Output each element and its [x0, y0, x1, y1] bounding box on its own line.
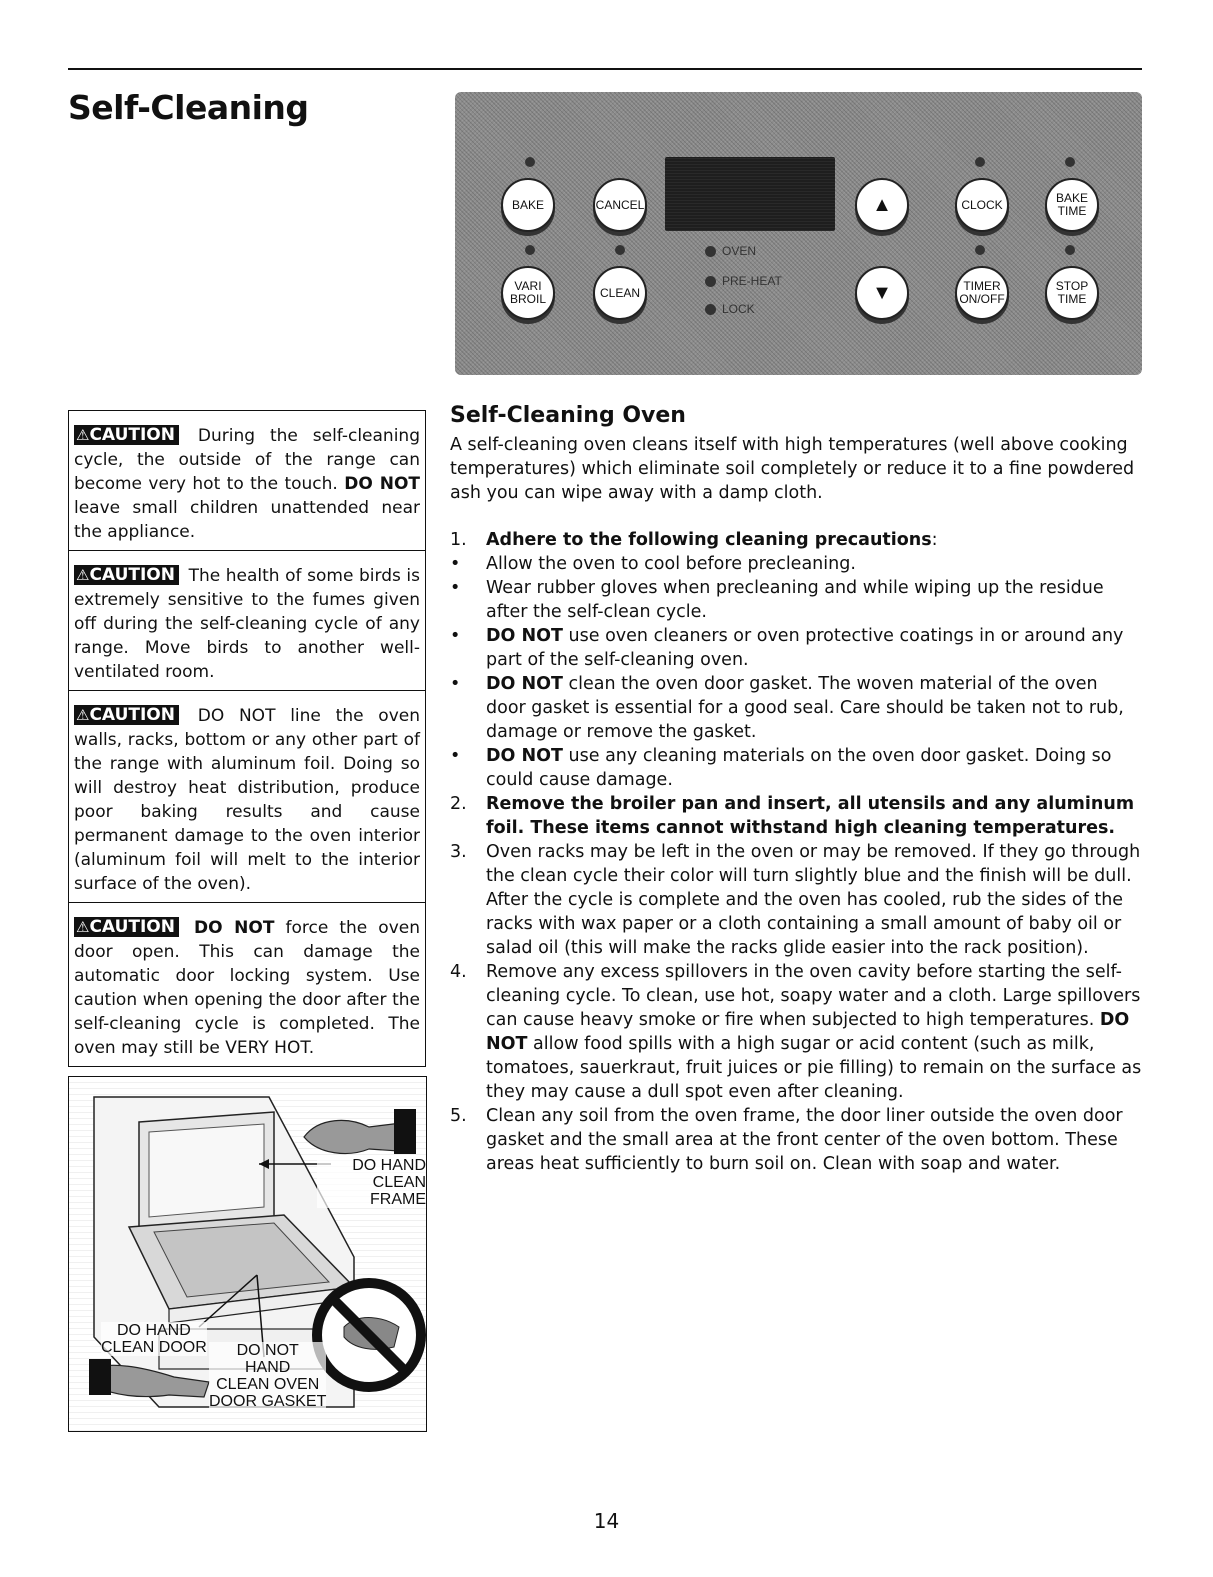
do-not-clean-gasket-label: DO NOT HAND CLEAN OVEN DOOR GASKET: [209, 1342, 327, 1410]
bake-time-button[interactable]: BAKE TIME: [1045, 178, 1099, 232]
indicator-light: [615, 245, 625, 255]
instruction-steps: [450, 528, 1142, 1176]
lock-indicator-light: [705, 304, 716, 315]
step-4: 4. Remove any excess spillovers in the oven cavity before starting the self-cleaning cycle. To clean, use hot, soapy water and a cloth. Large spillovers can cause heavy smoke or fire when subjected to high temperatures. DO NOT allow food spills with a high sugar or acid content (such as milk, tomatoes, sauerkraut, fruit juices or pie filling) to remain on the surface as they may cause a dull spot even after cleaning.: [450, 962, 1142, 1102]
caution-item: ⚠CAUTION During the self-cleaning cycle, the outside of the range can become very hot to the touch. DO NOT leave small children unattended near the appliance.: [69, 411, 425, 551]
caution-badge: ⚠CAUTION: [74, 705, 179, 725]
warning-icon: ⚠: [76, 918, 90, 936]
step-5: 5. Clean any soil from the oven frame, the door liner outside the oven door gasket and the small area at the front center of the oven bottom. These areas heat sufficiently to burn soil on. Clean with soap and water.: [450, 1106, 1123, 1174]
oven-indicator: OVEN: [705, 244, 756, 258]
bullet-icon: •: [450, 626, 461, 646]
oven-cleaning-illustration: [68, 1076, 427, 1432]
list-item: • DO NOT clean the oven door gasket. The woven material of the oven door gasket is essential for a good seal. Care should be taken not to rub, damage or remove the gasket.: [450, 674, 1124, 742]
vari-broil-button[interactable]: VARI BROIL: [501, 266, 555, 320]
preheat-indicator-light: [705, 276, 716, 287]
step-1: 1. Adhere to the following cleaning precautions:: [450, 530, 938, 550]
lock-indicator: LOCK: [705, 302, 755, 316]
bullet-icon: •: [450, 746, 461, 766]
warning-icon: ⚠: [76, 566, 90, 584]
caution-item: ⚠CAUTION DO NOT line the oven walls, racks, bottom or any other part of the range with aluminum foil. Doing so will destroy heat distribution, produce poor baking results and cause permanent damage to the oven interior (aluminum foil will melt to the interior surface of the oven).: [69, 691, 425, 903]
indicator-light: [975, 157, 985, 167]
caution-item: ⚠CAUTION The health of some birds is extremely sensitive to the fumes given off during the self-cleaning cycle of any range. Move birds to another well-ventilated room.: [69, 551, 425, 691]
bullet-icon: •: [450, 674, 461, 694]
caution-box: [68, 410, 426, 1067]
list-item: • Allow the oven to cool before precleaning.: [450, 554, 856, 574]
step-3: 3. Oven racks may be left in the oven or may be removed. If they go through the clean cycle their color will turn slightly blue and the finish will be dull. After the cycle is complete and the oven has cooled, rub the sides of the racks with wax paper or a cloth containing a small amount of baby oil or salad oil (this will make the racks glide easier into the rack position).: [450, 842, 1141, 958]
display-window: [665, 157, 835, 231]
warning-icon: ⚠: [76, 426, 90, 444]
indicator-light: [525, 157, 535, 167]
list-item: • DO NOT use any cleaning materials on the oven door gasket. Doing so could cause damage.: [450, 746, 1112, 790]
caution-badge: ⚠CAUTION: [74, 425, 179, 445]
preheat-indicator: PRE-HEAT: [705, 274, 782, 288]
indicator-light: [1065, 157, 1075, 167]
indicator-light: [975, 245, 985, 255]
bake-button[interactable]: BAKE: [501, 178, 555, 232]
caution-item: ⚠CAUTION DO NOT force the oven door open. This can damage the automatic door locking system. Use caution when opening the door after the self-cleaning cycle is completed. The oven may still be VERY HOT.: [74, 917, 421, 1058]
timer-on-off-button[interactable]: TIMER ON/OFF: [955, 266, 1009, 320]
clean-button[interactable]: CLEAN: [593, 266, 647, 320]
indicator-light: [525, 245, 535, 255]
list-item: • DO NOT use oven cleaners or oven protective coatings in or around any part of the self-cleaning oven.: [450, 626, 1124, 670]
up-arrow-icon: ▲: [872, 193, 892, 216]
page-title: Self-Cleaning: [68, 88, 309, 127]
up-arrow-button[interactable]: [855, 178, 909, 232]
list-item: • Wear rubber gloves when precleaning and while wiping up the residue after the self-clean cycle.: [450, 578, 1104, 622]
down-arrow-icon: ▼: [872, 281, 892, 304]
do-hand-clean-frame-label: DO HAND CLEAN FRAME: [317, 1157, 426, 1208]
top-rule: [68, 68, 1142, 70]
section-heading: Self-Cleaning Oven: [450, 403, 686, 428]
caution-badge: ⚠CAUTION: [74, 917, 179, 937]
indicator-light: [1065, 245, 1075, 255]
cancel-button[interactable]: CANCEL: [593, 178, 647, 232]
caution-badge: ⚠CAUTION: [74, 565, 179, 585]
bullet-icon: •: [450, 578, 461, 598]
down-arrow-button[interactable]: [855, 266, 909, 320]
intro-paragraph: A self-cleaning oven cleans itself with high temperatures (well above cooking temperatures) which eliminate soil completely or reduce it to a fine powdered ash you can wipe away with a damp cloth.: [450, 435, 1135, 503]
page-number: 14: [593, 1509, 620, 1533]
clock-button[interactable]: CLOCK: [955, 178, 1009, 232]
stop-time-button[interactable]: STOP TIME: [1045, 266, 1099, 320]
step-2: 2. Remove the broiler pan and insert, all utensils and any aluminum foil. These items cannot withstand high cleaning temperatures.: [450, 794, 1135, 838]
oven-indicator-light: [705, 246, 716, 257]
control-panel-image: [455, 92, 1142, 375]
do-hand-clean-door-label: DO HAND CLEAN DOOR: [101, 1322, 207, 1356]
warning-icon: ⚠: [76, 706, 90, 724]
bullet-icon: •: [450, 554, 461, 574]
